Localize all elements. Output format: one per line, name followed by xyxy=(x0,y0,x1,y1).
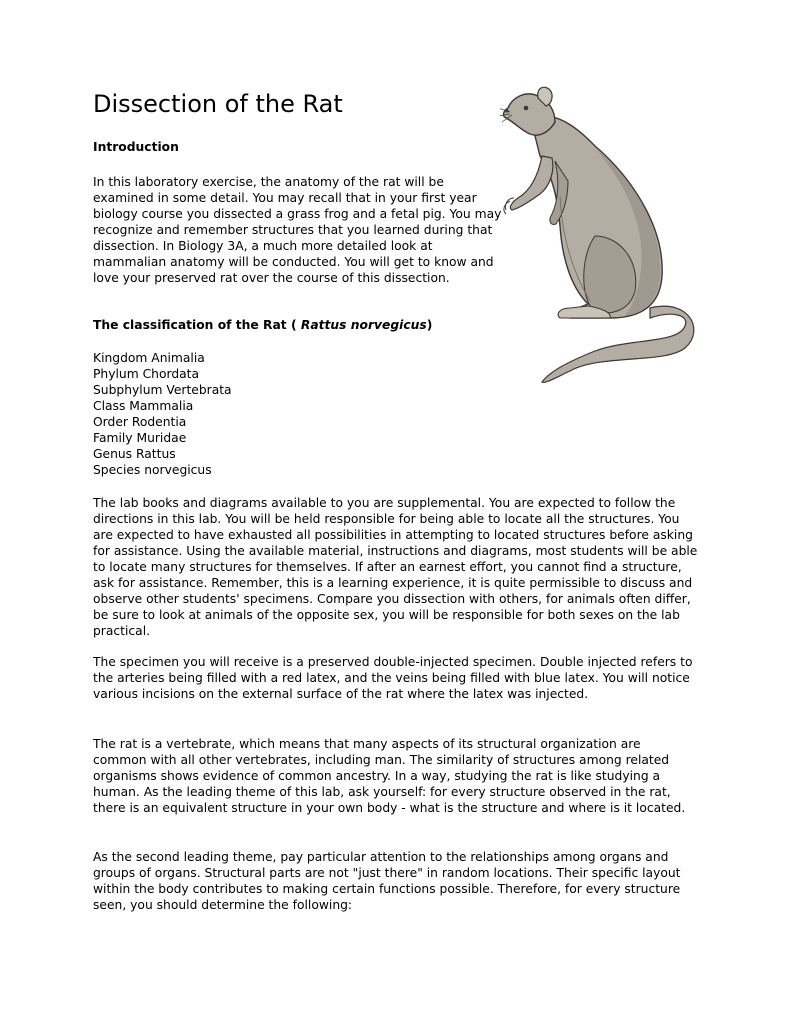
specimen-paragraph: The specimen you will receive is a preserved double-injected specimen. Double injected refers to the arteries being filled with a red latex, and the veins being filled with blue latex. You will notice various incisions on the external surface of the rat where the latex was injected. xyxy=(93,655,693,701)
taxonomy-list xyxy=(93,350,232,478)
classification-heading xyxy=(93,317,432,333)
classification-heading-species: Rattus norvegicus xyxy=(300,318,427,332)
rat-front-arm xyxy=(510,156,552,210)
document-title: Dissection of the Rat xyxy=(93,90,343,118)
classification-heading-suffix: ) xyxy=(426,318,433,332)
organ-relationships-paragraph: As the second leading theme, pay particular attention to the relationships among organs and groups of organs. Structural parts are not "just there" in random locations. Their specific layout within the body contributes to making certain functions possible. Therefore, for every structure seen, you should determine the following: xyxy=(93,850,681,912)
taxonomy-class: Class Mammalia xyxy=(93,399,194,413)
taxonomy-order: Order Rodentia xyxy=(93,415,187,429)
introduction-paragraph: In this laboratory exercise, the anatomy of the rat will be examined in some detail. You may recall that in your first year biology course you dissected a grass frog and a fetal pig. You may recognize and remember structures that you learned during that dissection. In Biology 3A, a much more detailed look at mammalian anatomy will be conducted. You will get to know and love your preserved rat over the course of this dissection. xyxy=(93,175,502,285)
rat-eye xyxy=(524,106,529,111)
supplemental-materials-paragraph: The lab books and diagrams available to you are supplemental. You are expected to follow the directions in this lab. You will be held responsible for being able to locate all the structures. You are expected to have exhausted all possibilities in attempting to located structures before asking for assistance. Using the available material, instructions and diagrams, most students will be able to locate many structures for themselves. If after an earnest effort, you cannot find a structure, ask for assistance. Remember, this is a learning experience, it is quite permissible to discuss and observe other students' specimens. Compare you dissection with others, for animals often differ, be sure to look at animals of the opposite sex, you will be responsible for both sexes on the lab practical. xyxy=(93,496,698,638)
vertebrate-paragraph: The rat is a vertebrate, which means that many aspects of its structural organization are common with all other vertebrates, including man. The similarity of structures among related organisms shows evidence of common ancestry. In a way, studying the rat is like studying a human. As the leading theme of this lab, ask yourself: for every structure observed in the rat, there is an equivalent structure in your own body - what is the structure and where is it located. xyxy=(93,737,686,815)
introduction-heading: Introduction xyxy=(93,140,179,154)
rat-illustration-icon xyxy=(500,86,705,386)
taxonomy-species: Species norvegicus xyxy=(93,463,212,477)
taxonomy-phylum: Phylum Chordata xyxy=(93,367,200,381)
taxonomy-kingdom: Kingdom Animalia xyxy=(93,351,205,365)
classification-heading-prefix: The classification of the Rat ( xyxy=(93,318,301,332)
taxonomy-subphylum: Subphylum Vertebrata xyxy=(93,383,232,397)
taxonomy-genus: Genus Rattus xyxy=(93,447,176,461)
taxonomy-family: Family Muridae xyxy=(93,431,187,445)
